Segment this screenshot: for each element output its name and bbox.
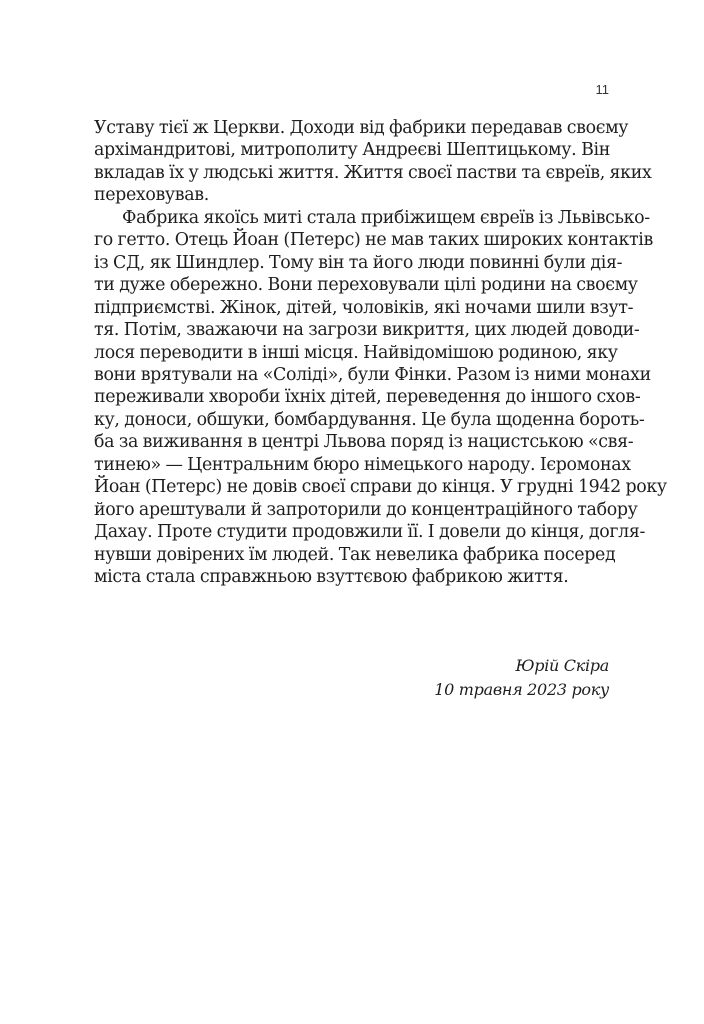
text-line: із СД, як Шиндлер. Тому він та його люди повинні були дія- xyxy=(94,252,623,273)
body-text xyxy=(94,117,667,589)
signature xyxy=(434,654,609,702)
text-line: ти дуже обережно. Вони переховували цілі родини на своєму xyxy=(94,275,638,296)
text-line: ку, доноси, обшуки, бомбардування. Це була щоденна бороть- xyxy=(94,409,645,430)
text-line: його арештували й запроторили до концентраційного табору xyxy=(94,499,638,520)
text-line: Йоан (Петерс) не довів своєї справи до кінця. У грудні 1942 року xyxy=(94,477,667,498)
text-line: лося переводити в інші місця. Найвідомішою родиною, яку xyxy=(94,342,618,363)
signature-author: Юрій Скіра xyxy=(515,656,609,675)
text-line: тя. Потім, зважаючи на загрози викриття, цих людей доводи- xyxy=(94,320,640,341)
text-line: переживали хвороби їхніх дітей, переведення до іншого схов- xyxy=(94,387,641,408)
text-line: переховував. xyxy=(94,185,209,206)
paragraph xyxy=(94,207,667,589)
text-line: нувши довірених їм людей. Так невелика фабрика посеред xyxy=(94,544,616,565)
text-line: тинею» — Центральним бюро німецького народу. Ієромонах xyxy=(94,454,631,475)
text-line: го гетто. Отець Йоан (Петерс) не мав таких широких контактів xyxy=(94,230,653,251)
text-line: Фабрика якоїсь миті стала прибіжищем євреїв із Львівсько- xyxy=(122,207,650,228)
text-line: міста стала справжньою взуттєвою фабрикою життя. xyxy=(94,567,569,588)
text-line: Дахау. Проте студити продовжили її. І довели до кінця, догля- xyxy=(94,522,646,543)
page-number: 11 xyxy=(595,82,609,97)
text-line: підприємстві. Жінок, дітей, чоловіків, які ночами шили взут- xyxy=(94,297,634,318)
text-line: ба за виживання в центрі Львова поряд із нацистською «свя- xyxy=(94,432,634,453)
text-line: архімандритові, митрополиту Андреєві Шептицькому. Він xyxy=(94,140,610,161)
paragraph xyxy=(94,117,652,207)
text-line: вони врятували на «Соліді», були Фінки. Разом із ними монахи xyxy=(94,364,651,385)
text-line: вкладав їх у людські життя. Життя своєї пастви та євреїв, яких xyxy=(94,162,652,183)
signature-date: 10 травня 2023 року xyxy=(434,680,609,699)
text-line: Уставу тієї ж Церкви. Доходи від фабрики передавав своєму xyxy=(94,118,629,138)
